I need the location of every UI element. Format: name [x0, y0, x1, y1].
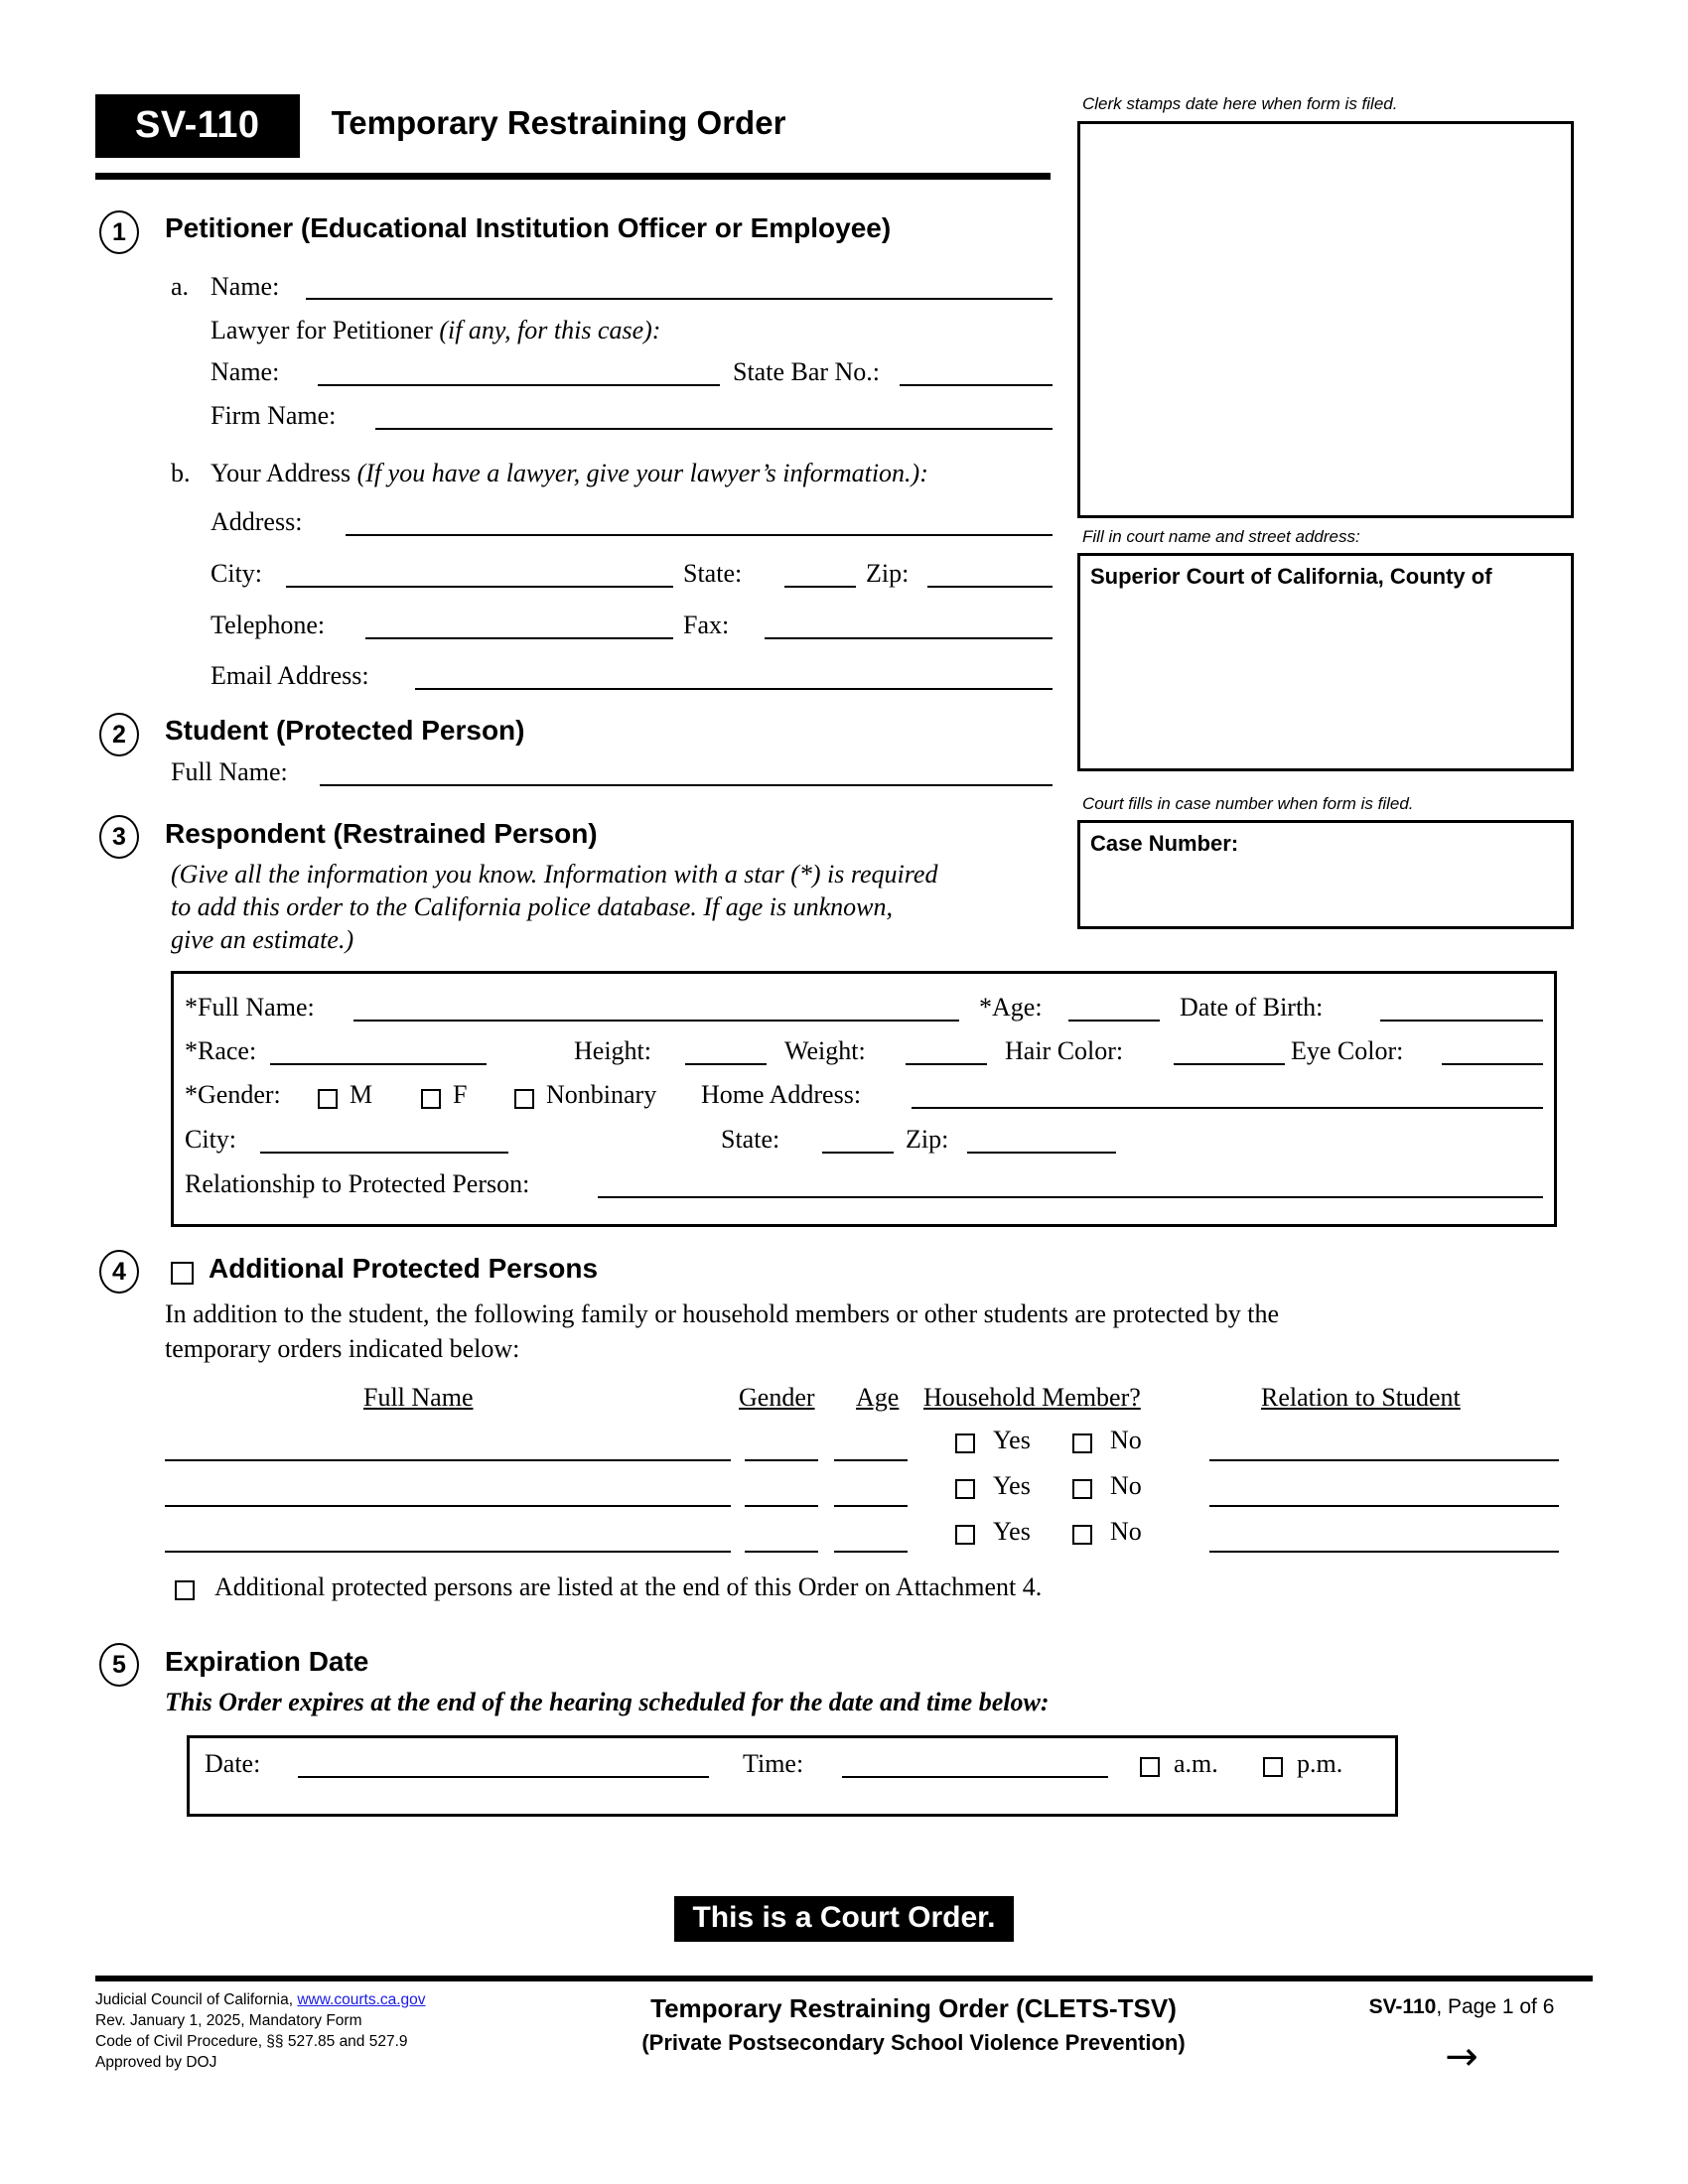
page-title: Temporary Restraining Order: [331, 104, 786, 141]
section-1-number: 1: [99, 210, 139, 254]
footer-council-line: [95, 1989, 512, 2010]
expiration-time-input[interactable]: [842, 1776, 1108, 1778]
footer-title-line-1: Temporary Restraining Order (CLETS-TSV): [650, 1993, 1177, 2023]
expiration-time-label: Time:: [743, 1749, 804, 1778]
row-2-age-input[interactable]: [834, 1505, 908, 1507]
column-header-gender: Gender: [739, 1383, 815, 1412]
row-3-relation-input[interactable]: [1209, 1551, 1559, 1553]
row-1-gender-input[interactable]: [745, 1459, 818, 1461]
respondent-weight-input[interactable]: [906, 1063, 987, 1065]
city-label: City:: [211, 559, 263, 588]
clerk-stamp-box[interactable]: [1077, 121, 1574, 518]
section-4-heading: Additional Protected Persons: [209, 1253, 599, 1284]
respondent-race-input[interactable]: [270, 1063, 487, 1065]
student-full-name-label: Full Name:: [171, 757, 288, 786]
form-header: [95, 94, 1039, 158]
respondent-city-input[interactable]: [260, 1152, 508, 1154]
footer-right-block: [1331, 1995, 1593, 2080]
section-4-intro-line-1: In addition to the student, the following family or household members or other students are protected by the: [165, 1299, 1280, 1328]
respondent-state-label: State:: [721, 1125, 780, 1154]
row-3-no-label: No: [1110, 1517, 1142, 1546]
state-bar-input[interactable]: [900, 384, 1053, 386]
respondent-weight-label: Weight:: [784, 1036, 866, 1065]
court-name-value: Superior Court of California, County of: [1090, 564, 1492, 589]
respondent-gender-label: *Gender:: [185, 1080, 281, 1109]
email-input[interactable]: [415, 688, 1053, 690]
section-3-instruction-line-1: (Give all the information you know. Information with a star (*) is required: [171, 860, 938, 888]
respondent-zip-label: Zip:: [906, 1125, 949, 1154]
footer-code: Code of Civil Procedure, §§ 527.85 and 527.9: [95, 2033, 408, 2050]
respondent-zip-input[interactable]: [967, 1152, 1116, 1154]
section-3-number: 3: [99, 815, 139, 859]
city-input[interactable]: [286, 586, 673, 588]
row-1-yes-label: Yes: [993, 1426, 1031, 1454]
petitioner-name-input[interactable]: [306, 298, 1053, 300]
column-header-full-name: Full Name: [363, 1383, 474, 1412]
respondent-dob-label: Date of Birth:: [1180, 993, 1324, 1022]
row-3-household-yes-checkbox[interactable]: [955, 1525, 975, 1545]
respondent-home-address-input[interactable]: [912, 1107, 1543, 1109]
row-2-no-label: No: [1110, 1471, 1142, 1500]
respondent-full-name-input[interactable]: [353, 1020, 959, 1022]
respondent-race-label: *Race:: [185, 1036, 257, 1065]
your-address-heading: [211, 459, 928, 488]
section-2-number: 2: [99, 713, 139, 756]
section-3-heading: Respondent (Restrained Person): [165, 818, 598, 849]
fax-label: Fax:: [683, 611, 730, 639]
case-number-caption: Court fills in case number when form is filed.: [1082, 794, 1414, 813]
attachment-4-note: Additional protected persons are listed at the end of this Order on Attachment 4.: [214, 1572, 1043, 1601]
footer-approved: Approved by DOJ: [95, 2054, 217, 2071]
courts-website-link[interactable]: www.courts.ca.gov: [297, 1991, 426, 2008]
state-label: State:: [683, 559, 743, 588]
case-number-label: Case Number:: [1090, 831, 1239, 856]
row-1-relation-input[interactable]: [1209, 1459, 1559, 1461]
respondent-home-address-label: Home Address:: [701, 1080, 862, 1109]
gender-nonbinary-label: Nonbinary: [546, 1080, 657, 1109]
next-page-arrow-icon: →: [1445, 2034, 1478, 2080]
expiration-date-label: Date:: [205, 1749, 261, 1778]
form-number-badge: SV-110: [95, 94, 300, 158]
telephone-label: Telephone:: [211, 611, 326, 639]
row-2-household-no-checkbox[interactable]: [1072, 1479, 1092, 1499]
section-5-subheading: This Order expires at the end of the hearing scheduled for the date and time below:: [165, 1688, 1050, 1716]
clerk-stamp-caption: Clerk stamps date here when form is filed.: [1082, 94, 1398, 113]
row-2-yes-label: Yes: [993, 1471, 1031, 1500]
row-3-gender-input[interactable]: [745, 1551, 818, 1553]
lawyer-heading: [211, 316, 660, 345]
fax-input[interactable]: [765, 637, 1053, 639]
column-header-age: Age: [856, 1383, 900, 1412]
respondent-hair-color-input[interactable]: [1174, 1063, 1285, 1065]
respondent-eye-color-label: Eye Color:: [1291, 1036, 1404, 1065]
row-3-full-name-input[interactable]: [165, 1551, 731, 1553]
zip-label: Zip:: [866, 559, 910, 588]
row-1-no-label: No: [1110, 1426, 1142, 1454]
respondent-hair-color-label: Hair Color:: [1005, 1036, 1124, 1065]
respondent-height-input[interactable]: [685, 1063, 767, 1065]
footer-center-block: [496, 1993, 1331, 2056]
gender-male-checkbox[interactable]: [318, 1089, 338, 1109]
respondent-relationship-label: Relationship to Protected Person:: [185, 1169, 530, 1198]
firm-name-input[interactable]: [375, 428, 1053, 430]
zip-input[interactable]: [927, 586, 1053, 588]
row-2-gender-input[interactable]: [745, 1505, 818, 1507]
your-address-heading-text: Your Address: [211, 459, 352, 487]
section-1-heading: Petitioner (Educational Institution Officer or Employee): [165, 212, 892, 243]
section-5-heading: Expiration Date: [165, 1646, 369, 1677]
respondent-full-name-label: *Full Name:: [185, 993, 315, 1022]
respondent-age-input[interactable]: [1068, 1020, 1160, 1022]
respondent-age-label: *Age:: [979, 993, 1043, 1022]
email-label: Email Address:: [211, 661, 369, 690]
respondent-relationship-input[interactable]: [598, 1196, 1543, 1198]
court-order-banner-text: This is a Court Order.: [674, 1896, 1013, 1942]
telephone-input[interactable]: [365, 637, 673, 639]
address-input[interactable]: [346, 534, 1053, 536]
court-name-box[interactable]: [1077, 553, 1574, 771]
expiration-date-input[interactable]: [298, 1776, 709, 1778]
section-2-heading: Student (Protected Person): [165, 715, 525, 746]
row-1-full-name-input[interactable]: [165, 1459, 731, 1461]
gender-nonbinary-checkbox[interactable]: [514, 1089, 534, 1109]
your-address-heading-italic: (If you have a lawyer, give your lawyer’s information.):: [356, 459, 928, 487]
row-2-relation-input[interactable]: [1209, 1505, 1559, 1507]
expiration-am-label: a.m.: [1174, 1749, 1218, 1778]
court-name-caption: Fill in court name and street address:: [1082, 527, 1360, 546]
footer-form-number: SV-110: [1368, 1995, 1437, 2018]
row-1-age-input[interactable]: [834, 1459, 908, 1461]
section-4-number: 4: [99, 1250, 139, 1294]
expiration-pm-checkbox[interactable]: [1263, 1757, 1283, 1777]
row-3-yes-label: Yes: [993, 1517, 1031, 1546]
section-5-number: 5: [99, 1643, 139, 1687]
respondent-city-label: City:: [185, 1125, 237, 1154]
student-full-name-input[interactable]: [320, 784, 1053, 786]
row-1-household-yes-checkbox[interactable]: [955, 1433, 975, 1453]
expiration-am-checkbox[interactable]: [1140, 1757, 1160, 1777]
state-input[interactable]: [784, 586, 856, 588]
lawyer-heading-italic: (if any, for this case):: [439, 316, 661, 344]
footer-page-number: , Page 1 of 6: [1436, 1995, 1555, 2018]
firm-name-label: Firm Name:: [211, 401, 337, 430]
footer-title-line-2: (Private Postsecondary School Violence Prevention): [641, 2030, 1186, 2055]
footer-revision: Rev. January 1, 2025, Mandatory Form: [95, 2012, 362, 2029]
column-header-relation: Relation to Student: [1261, 1383, 1461, 1412]
respondent-eye-color-input[interactable]: [1442, 1063, 1543, 1065]
row-2-household-yes-checkbox[interactable]: [955, 1479, 975, 1499]
lawyer-name-label: Name:: [211, 357, 280, 386]
row-3-household-no-checkbox[interactable]: [1072, 1525, 1092, 1545]
lawyer-heading-text: Lawyer for Petitioner: [211, 316, 433, 344]
court-order-banner: [0, 1896, 1688, 1942]
section-1-item-a-marker: a.: [171, 272, 190, 301]
respondent-state-input[interactable]: [822, 1152, 894, 1154]
footer-page-line: [1331, 1995, 1593, 2019]
additional-protected-persons-checkbox[interactable]: [171, 1262, 194, 1285]
expiration-pm-label: p.m.: [1297, 1749, 1343, 1778]
row-2-full-name-input[interactable]: [165, 1505, 731, 1507]
attachment-4-checkbox[interactable]: [175, 1580, 195, 1600]
section-1-item-b-marker: b.: [171, 459, 191, 487]
footer-left-block: [95, 1989, 512, 2073]
state-bar-label: State Bar No.:: [733, 357, 881, 386]
respondent-height-label: Height:: [574, 1036, 651, 1065]
footer-divider: [95, 1976, 1593, 1981]
row-3-age-input[interactable]: [834, 1551, 908, 1553]
lawyer-name-input[interactable]: [318, 384, 720, 386]
gender-male-label: M: [350, 1080, 373, 1109]
petitioner-name-label: Name:: [211, 272, 280, 301]
respondent-dob-input[interactable]: [1380, 1020, 1543, 1022]
case-number-box[interactable]: [1077, 820, 1574, 929]
gender-female-checkbox[interactable]: [421, 1089, 441, 1109]
section-4-intro-line-2: temporary orders indicated below:: [165, 1334, 520, 1363]
address-label: Address:: [211, 507, 303, 536]
section-3-instruction-line-2: to add this order to the California police database. If age is unknown,: [171, 892, 893, 921]
header-divider: [95, 173, 1051, 180]
gender-female-label: F: [453, 1080, 468, 1109]
footer-council-text: Judicial Council of California,: [95, 1991, 294, 2008]
row-1-household-no-checkbox[interactable]: [1072, 1433, 1092, 1453]
column-header-household-member: Household Member?: [923, 1383, 1141, 1412]
section-3-instruction-line-3: give an estimate.): [171, 925, 354, 954]
